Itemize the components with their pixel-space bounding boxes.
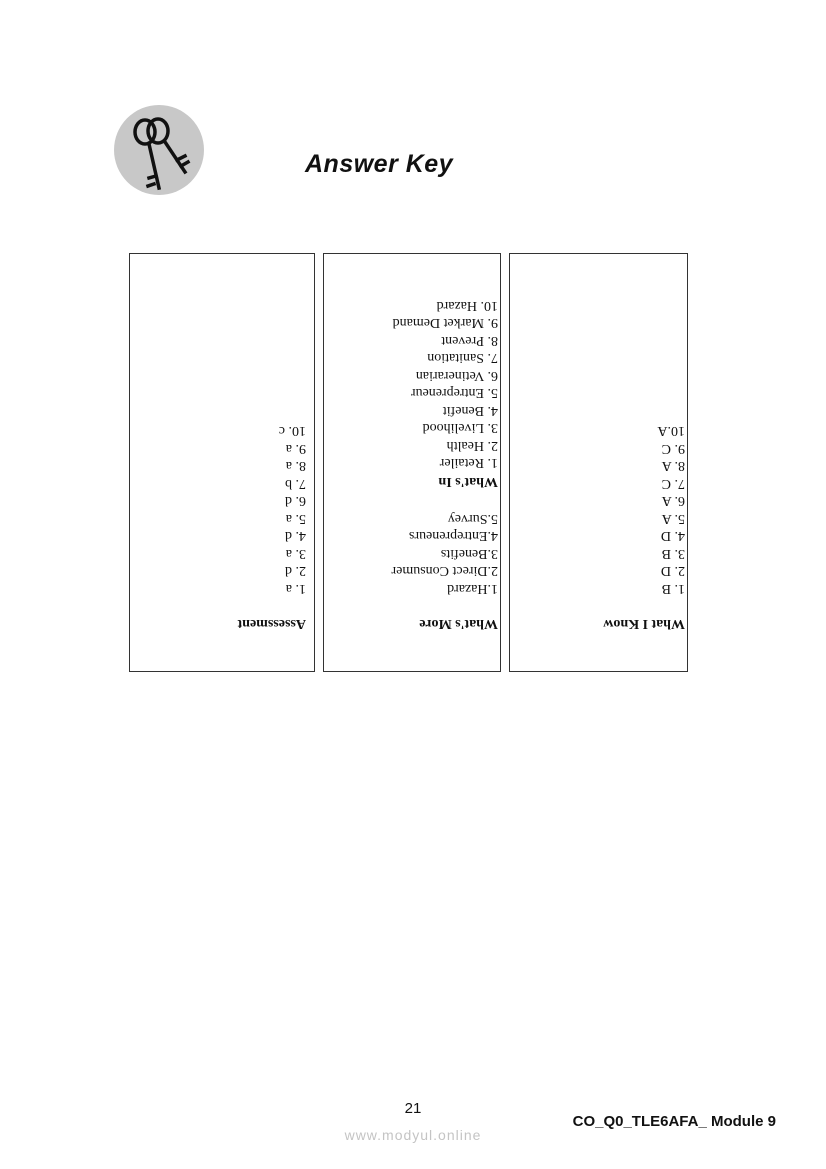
whats-more-in-box [323,253,501,672]
list-item: 5. a [285,511,306,526]
watermark: www.modyul.online [344,1127,482,1143]
what-i-know-box [509,253,688,672]
module-code: CO_Q0_TLE6AFA_ Module 9 [572,1113,776,1130]
list-item: 3.Benefits [440,546,498,561]
list-item: 10. c [278,423,306,439]
list-item: 9. Market Demand [392,315,498,331]
list-item: 7. C [661,476,685,491]
whats-more-heading: What's More [419,616,498,631]
list-item: 3. Livelihood [422,420,498,436]
list-item: 2.Direct Consumer [391,563,498,579]
keys-logo [113,104,205,196]
list-item: 7. b [285,476,306,491]
list-item: 5.Survey [447,511,498,526]
keys-icon [113,104,205,196]
list-item: 1. a [285,581,306,596]
list-item: 2. Health [446,438,498,453]
list-item: 4. d [285,528,306,544]
list-item: 4. Benefit [442,403,498,418]
list-item: 6. d [285,493,306,509]
list-item: 8. a [285,458,306,474]
list-item: 1. Retailer [439,455,498,471]
list-item: 5. A [661,511,685,526]
list-item: 8. A [661,458,685,474]
list-item: 4.Entrepreneurs [408,528,498,544]
list-item: 5. Entrepreneur [410,385,498,401]
assessment-box [129,253,315,672]
list-item: 10. Hazard [436,298,498,313]
list-item: 4. D [660,528,685,544]
list-item: 2. d [285,563,306,579]
list-item: 10.A [657,423,685,439]
list-item: 3. a [285,546,306,561]
list-item: 6. Vetinerarian [415,368,498,383]
list-item: 6. A [661,493,685,509]
what-i-know-heading: What I Know [603,616,685,631]
list-item: 3. B [661,546,685,561]
assessment-heading: Assessment [237,616,306,631]
list-item: 9. a [285,441,306,456]
list-item: 1. B [661,581,685,596]
whats-in-heading: What's In [438,474,498,490]
page-number: 21 [404,1100,422,1117]
list-item: 1.Hazard [447,581,498,596]
list-item: 2. D [660,563,685,579]
page-title: Answer Key [305,150,454,178]
list-item: 7. Sanitation [427,350,498,366]
list-item: 9. C [661,441,685,456]
list-item: 8. Prevent [441,333,498,348]
